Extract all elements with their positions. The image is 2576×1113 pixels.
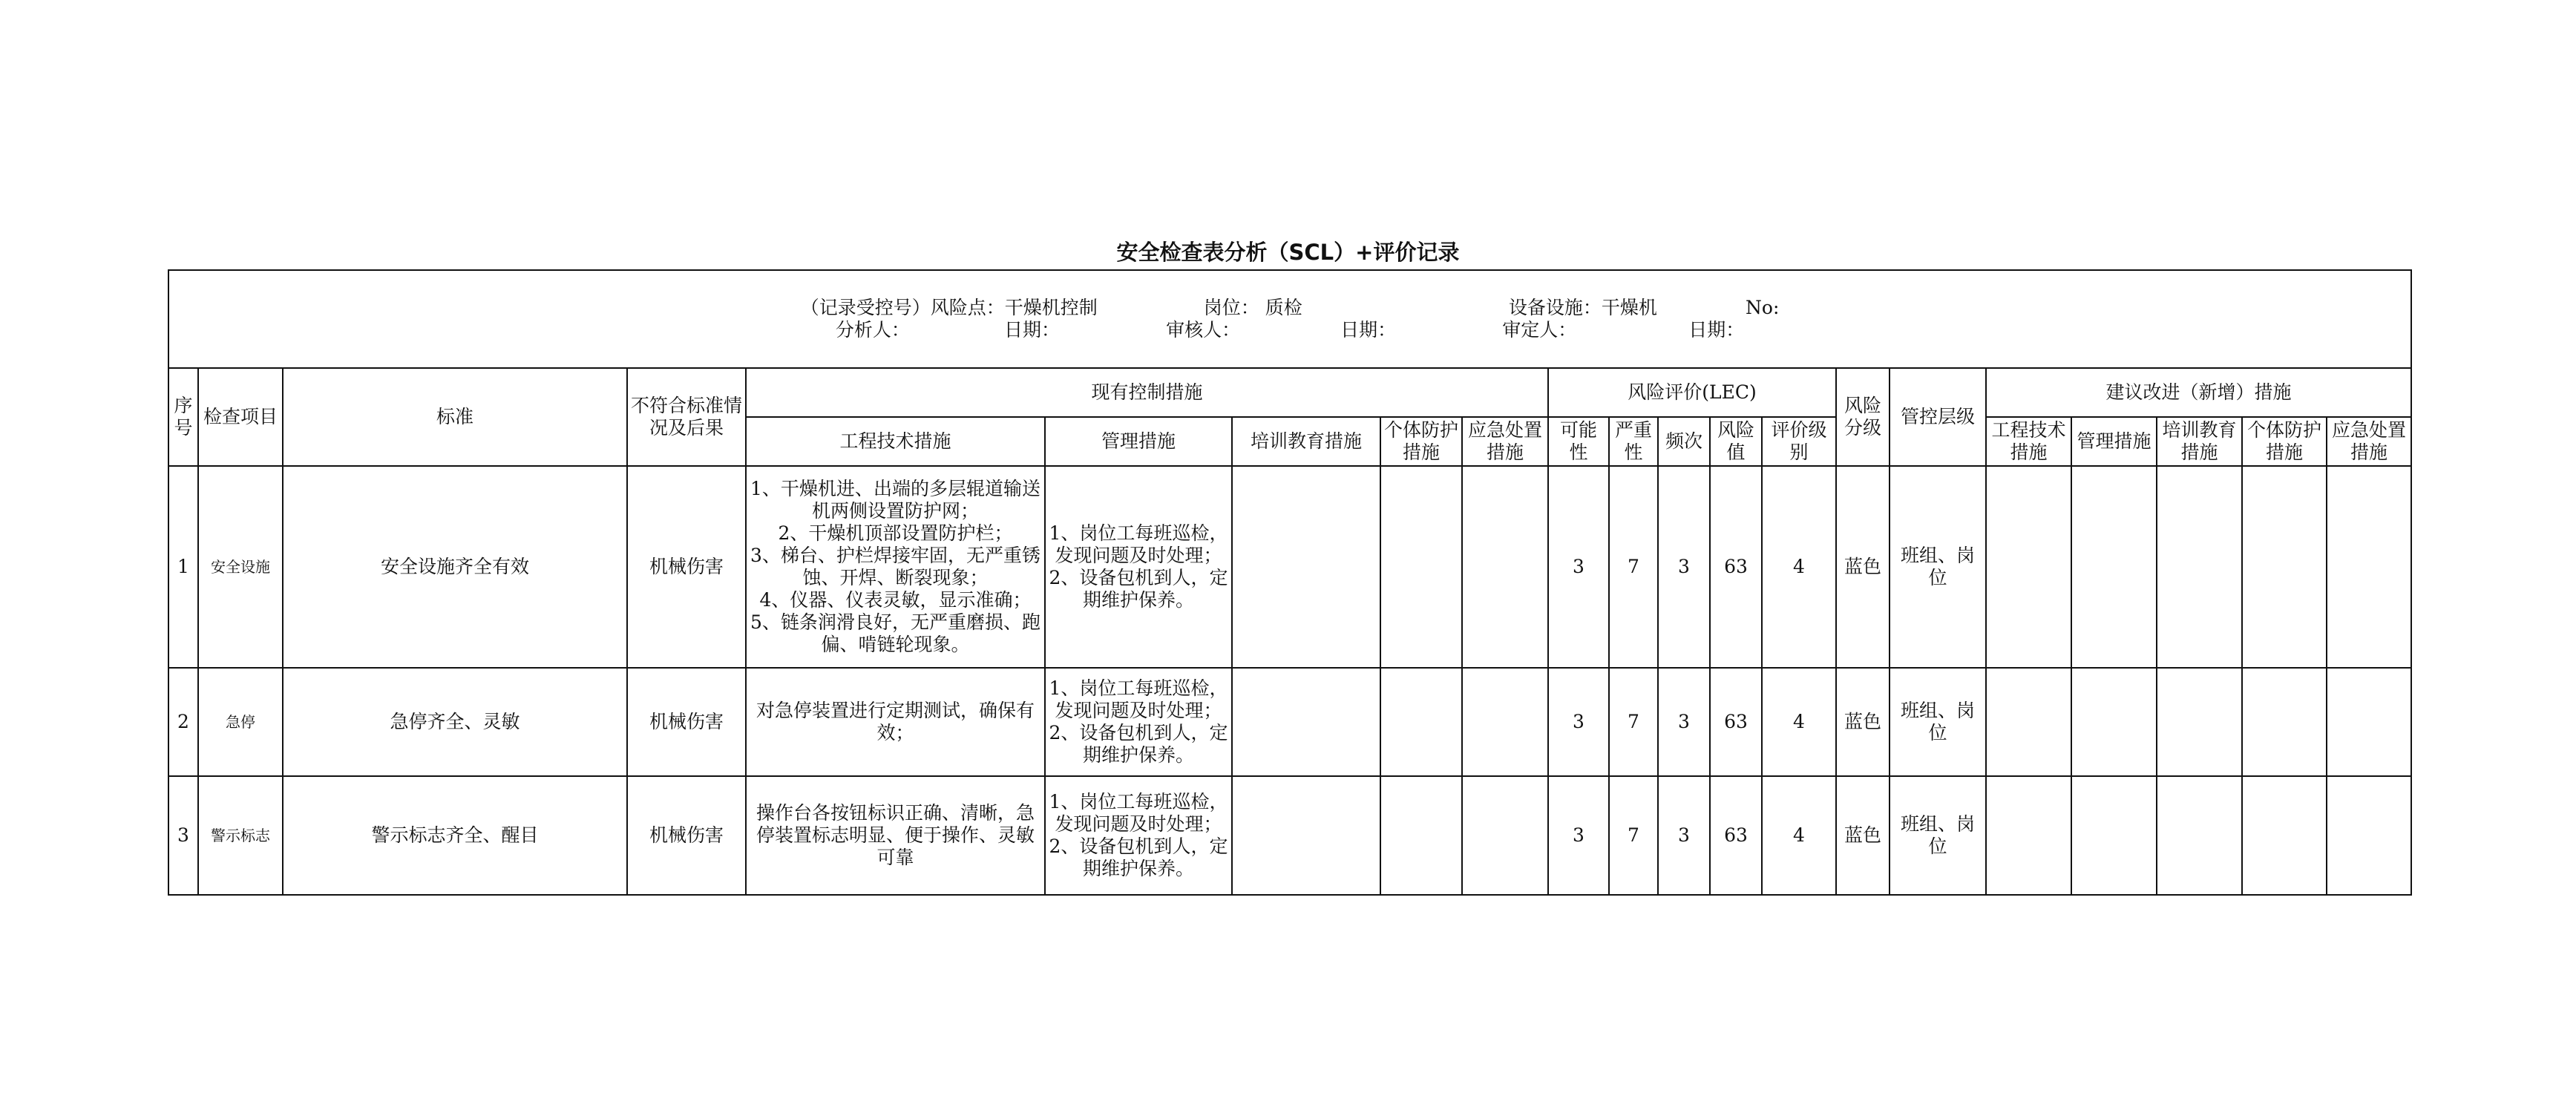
row-item: 安全设施: [198, 466, 283, 668]
row-severity: 7: [1609, 776, 1658, 895]
row-eng-text: 操作台各按钮标识正确、清晰，急停装置标志明显、便于操作、灵敏可靠: [756, 802, 1035, 868]
header-standard: 标准: [283, 368, 627, 466]
scl-table: [168, 269, 2412, 896]
row-suggest-eng: [1986, 466, 2071, 668]
row-eval-level: 4: [1762, 668, 1836, 776]
row-eng-text: 1、干燥机进、出端的多层辊道输送机两侧设置防护网； 2、干燥机顶部设置防护栏； 3、梯台、护栏焊接牢固，无严重锈蚀、开焊、断裂现象； 4、仪器、仪表灵敏，显示准确； 5、链条润滑良好，无严重磨损、跑偏、啃链轮现象。: [750, 478, 1040, 655]
row-control-level: 班组、岗位: [1890, 776, 1986, 895]
row-mgmt-measures: [1045, 668, 1232, 776]
header-risk-grade: 风险分级: [1836, 368, 1890, 466]
row-suggest-emergency: [2327, 668, 2411, 776]
row-eval-level: 4: [1762, 466, 1836, 668]
row-suggest-mgmt: [2071, 668, 2157, 776]
row-nonconform: 机械伤害: [627, 466, 746, 668]
row-suggest-mgmt: [2071, 466, 2157, 668]
row-risk-grade: 蓝色: [1836, 776, 1890, 895]
row-suggest-ppe: [2242, 776, 2327, 895]
row-control-level: 班组、岗位: [1890, 466, 1986, 668]
header-lec: 风险评价(LEC): [1548, 368, 1836, 417]
header-nonconform: 不符合标准情况及后果: [627, 368, 746, 466]
row-ppe: [1380, 466, 1462, 668]
row-suggest-training: [2157, 466, 2242, 668]
header-suggest-training: 培训教育措施: [2157, 417, 2242, 466]
row-frequency: 3: [1658, 776, 1710, 895]
row-frequency: 3: [1658, 466, 1710, 668]
header-eng: 工程技术措施: [746, 417, 1045, 466]
header-risk-value: 风险值: [1710, 417, 1762, 466]
row-control-level: 班组、岗位: [1890, 668, 1986, 776]
info-line-2: 分析人： 日期： 审核人： 日期： 审定人： 日期：: [835, 319, 1745, 341]
row-suggest-training: [2157, 668, 2242, 776]
row-mgmt-measures: [1045, 776, 1232, 895]
row-severity: 7: [1609, 466, 1658, 668]
row-risk-value: 63: [1710, 668, 1762, 776]
header-seq: 序号: [168, 368, 198, 466]
header-training: 培训教育措施: [1232, 417, 1380, 466]
row-emergency: [1462, 466, 1548, 668]
header-item: 检查项目: [198, 368, 283, 466]
page-title: 安全检查表分析（SCL）+评价记录: [1116, 240, 1460, 265]
row-ppe: [1380, 776, 1462, 895]
row-mgmt-text: 1、岗位工每班巡检，发现问题及时处理； 2、设备包机到人，定期维护保养。: [1049, 677, 1228, 766]
row-suggest-eng: [1986, 668, 2071, 776]
row-suggest-training: [2157, 776, 2242, 895]
row-severity: 7: [1609, 668, 1658, 776]
row-eng-measures: [746, 668, 1045, 776]
header-suggest-mgmt: 管理措施: [2071, 417, 2157, 466]
table-row: [168, 668, 2411, 776]
row-seq: 2: [168, 668, 198, 776]
row-mgmt-text: 1、岗位工每班巡检，发现问题及时处理； 2、设备包机到人，定期维护保养。: [1049, 522, 1228, 611]
row-suggest-emergency: [2327, 776, 2411, 895]
row-seq: 1: [168, 466, 198, 668]
info-line-1: （记录受控号）风险点：干燥机控制 岗位： 质检 设备设施：干燥机 No:: [800, 297, 1780, 318]
header-mgmt: 管理措施: [1045, 417, 1232, 466]
table-row: [168, 466, 2411, 668]
header-emergency: 应急处置措施: [1462, 417, 1548, 466]
row-suggest-ppe: [2242, 668, 2327, 776]
header-suggest-emergency: 应急处置措施: [2327, 417, 2411, 466]
row-risk-value: 63: [1710, 466, 1762, 668]
row-standard: 安全设施齐全有效: [283, 466, 627, 668]
header-suggest-ppe: 个体防护措施: [2242, 417, 2327, 466]
row-nonconform: 机械伤害: [627, 668, 746, 776]
row-likelihood: 3: [1548, 776, 1609, 895]
row-risk-value: 63: [1710, 776, 1762, 895]
row-standard: 急停齐全、灵敏: [283, 668, 627, 776]
row-risk-grade: 蓝色: [1836, 668, 1890, 776]
header-frequency: 频次: [1658, 417, 1710, 466]
row-eval-level: 4: [1762, 776, 1836, 895]
row-training: [1232, 668, 1380, 776]
row-suggest-mgmt: [2071, 776, 2157, 895]
row-likelihood: 3: [1548, 668, 1609, 776]
row-training: [1232, 466, 1380, 668]
row-frequency: 3: [1658, 668, 1710, 776]
record-info: [168, 270, 2411, 368]
header-eval-level: 评价级别: [1762, 417, 1836, 466]
row-suggest-emergency: [2327, 466, 2411, 668]
header-severity: 严重性: [1609, 417, 1658, 466]
row-mgmt-text: 1、岗位工每班巡检，发现问题及时处理； 2、设备包机到人，定期维护保养。: [1049, 791, 1228, 879]
header-ppe: 个体防护措施: [1380, 417, 1462, 466]
header-suggested-measures: 建议改进（新增）措施: [1986, 368, 2411, 417]
row-suggest-ppe: [2242, 466, 2327, 668]
row-training: [1232, 776, 1380, 895]
table-row: [168, 776, 2411, 895]
row-emergency: [1462, 668, 1548, 776]
row-eng-text: 对急停装置进行定期测试，确保有效；: [756, 700, 1035, 743]
row-ppe: [1380, 668, 1462, 776]
row-risk-grade: 蓝色: [1836, 466, 1890, 668]
row-item: 急停: [198, 668, 283, 776]
row-mgmt-measures: [1045, 466, 1232, 668]
row-item: 警示标志: [198, 776, 283, 895]
row-emergency: [1462, 776, 1548, 895]
header-existing-measures: 现有控制措施: [746, 368, 1548, 417]
row-seq: 3: [168, 776, 198, 895]
header-suggest-eng: 工程技术措施: [1986, 417, 2071, 466]
header-control-level: 管控层级: [1890, 368, 1986, 466]
row-nonconform: 机械伤害: [627, 776, 746, 895]
header-likelihood: 可能性: [1548, 417, 1609, 466]
row-suggest-eng: [1986, 776, 2071, 895]
row-standard: 警示标志齐全、醒目: [283, 776, 627, 895]
row-likelihood: 3: [1548, 466, 1609, 668]
row-eng-measures: [746, 776, 1045, 895]
row-eng-measures: [746, 466, 1045, 668]
